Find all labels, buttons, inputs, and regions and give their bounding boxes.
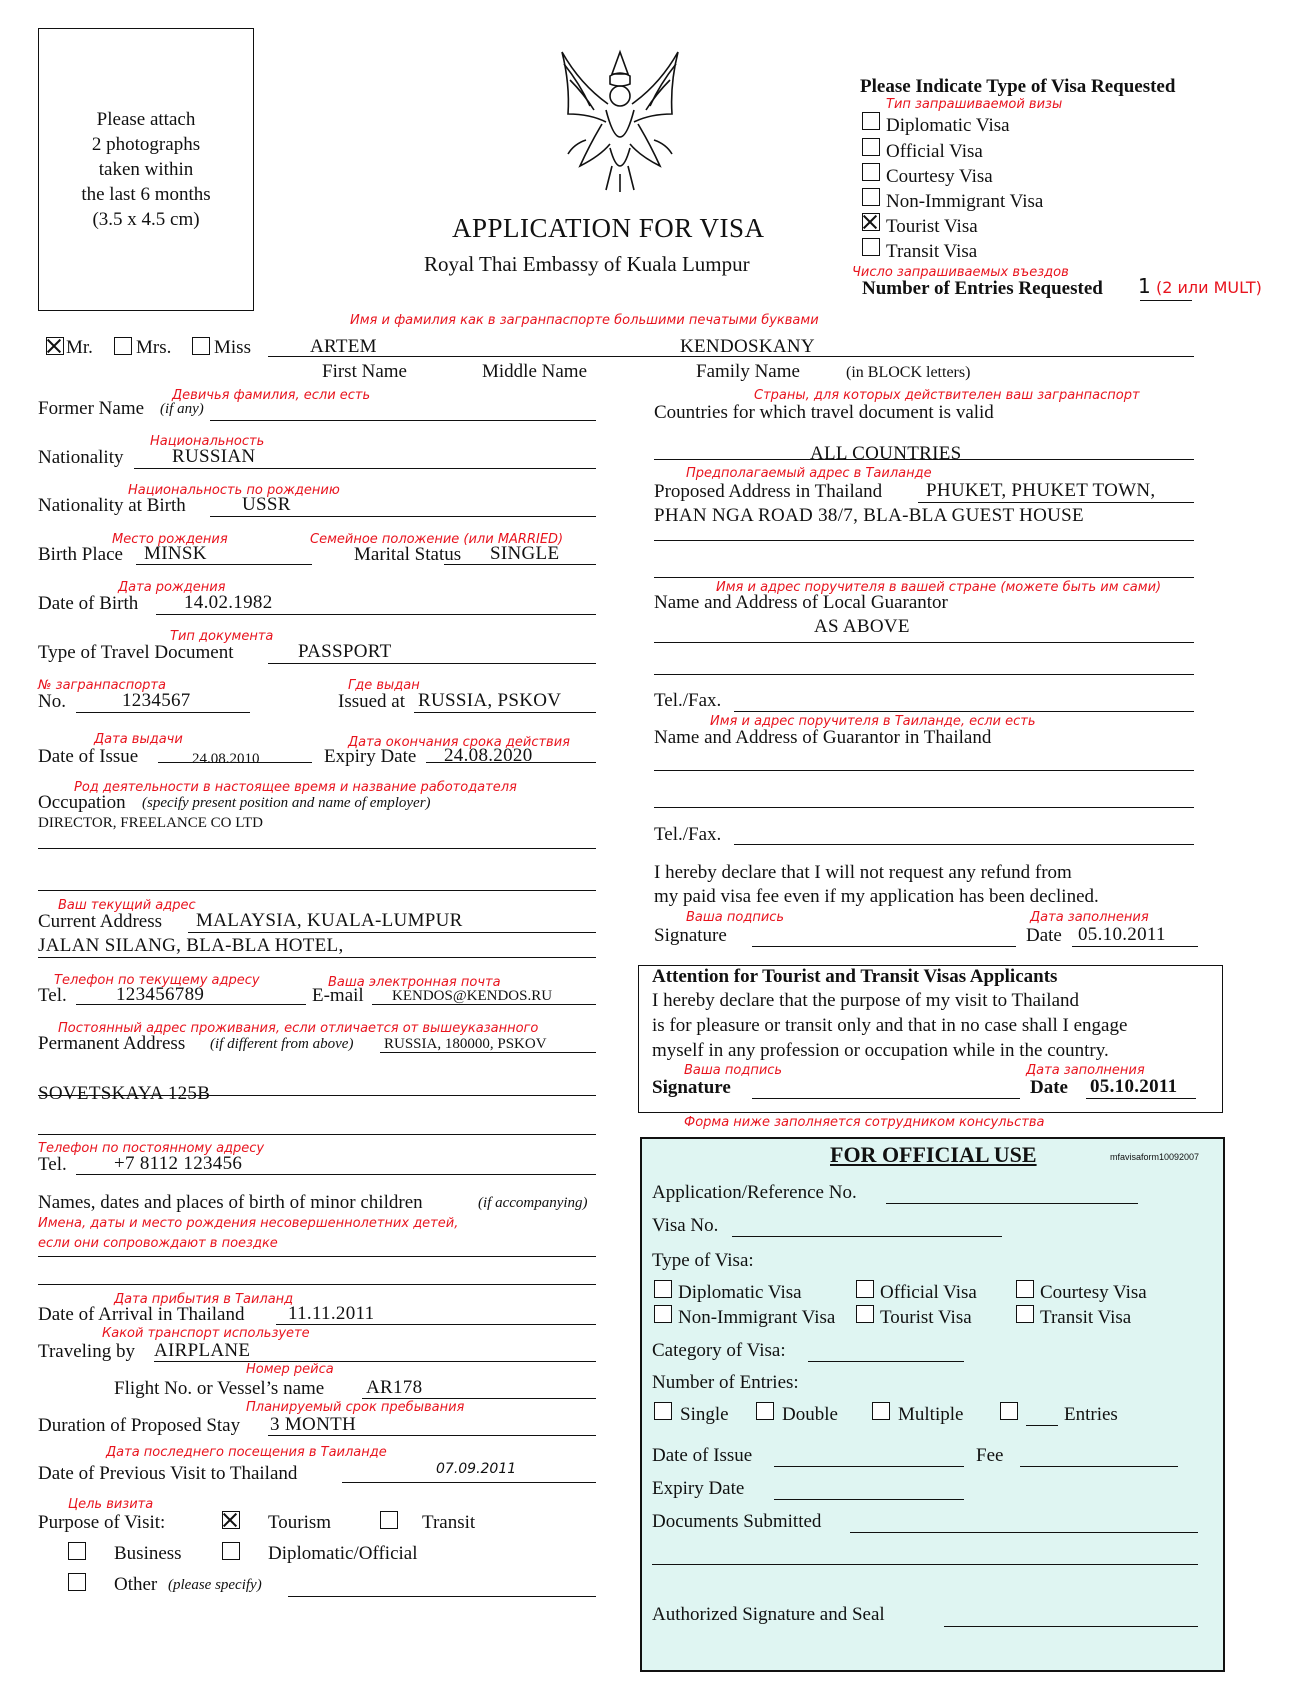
email-label: E-mail	[312, 985, 364, 1006]
annotation: Имя и фамилия как в загранпаспорте большими печатыми буквами	[350, 313, 819, 328]
app-ref-label: Application/Reference No.	[652, 1182, 857, 1203]
checkbox-diplomatic[interactable]	[222, 1542, 240, 1560]
annotation: Ваш текущий адрес	[58, 898, 196, 913]
dob-label: Date of Birth	[38, 593, 139, 614]
annotation: Дата заполнения	[1030, 910, 1149, 925]
thai-tel-fax-field[interactable]	[734, 844, 1194, 845]
official-type-label: Transit Visa	[1040, 1307, 1132, 1328]
issued-at-value[interactable]: RUSSIA, PSKOV	[418, 690, 562, 711]
declaration-line1: I hereby declare that I will not request any refund from	[654, 862, 1072, 883]
permanent-address-line2[interactable]: SOVETSKAYA 125B	[38, 1083, 211, 1104]
first-name-label: First Name	[322, 361, 407, 382]
app-ref-field[interactable]	[886, 1203, 1138, 1204]
nationality-value[interactable]: RUSSIAN	[172, 446, 256, 467]
official-type-label: Official Visa	[880, 1282, 977, 1303]
birth-place-label: Birth Place	[38, 544, 123, 565]
issue-date-value[interactable]: 24.08.2010	[192, 751, 260, 767]
annotation: Дата заполнения	[1026, 1063, 1145, 1078]
annotation: Дата последнего посещения в Таиланде	[106, 1445, 387, 1460]
former-name-label: Former Name	[38, 398, 145, 419]
option-label: Official Visa	[886, 141, 983, 162]
annotation: Семейное положение (или MARRIED)	[310, 532, 564, 547]
expiry-date-label: Expiry Date	[324, 746, 417, 767]
checkbox-transit-visa[interactable]	[862, 238, 880, 256]
first-name-value[interactable]: ARTEM	[310, 336, 377, 357]
documents-submitted-field[interactable]	[850, 1532, 1198, 1533]
nationality-label: Nationality	[38, 447, 124, 468]
attention-title: Attention for Tourist and Transit Visas Applicants	[652, 966, 1058, 987]
attention-signature-field[interactable]	[752, 1098, 1020, 1099]
category-field[interactable]	[808, 1361, 964, 1362]
official-checkbox-transit[interactable]	[1016, 1305, 1034, 1323]
title-mr-label: Mr.	[66, 337, 93, 358]
category-label: Category of Visa:	[652, 1340, 786, 1361]
checkbox-tourism-checked[interactable]	[222, 1511, 240, 1529]
title-mrs-label: Mrs.	[136, 337, 172, 358]
annotation: Какой транспорт используете	[102, 1326, 310, 1341]
annotation: Ваша подпись	[686, 910, 785, 925]
annotation: Номер рейса	[246, 1362, 334, 1377]
checkbox-official-visa[interactable]	[862, 138, 880, 156]
official-checkbox-multiple[interactable]	[872, 1402, 890, 1420]
arrival-date-value[interactable]: 11.11.2011	[288, 1303, 375, 1324]
flight-value[interactable]: AR178	[366, 1377, 423, 1398]
doc-type-value[interactable]: PASSPORT	[298, 641, 392, 662]
thai-guarantor-field[interactable]	[654, 770, 1194, 771]
purpose-other-note: (please specify)	[168, 1577, 262, 1593]
checkbox-tourist-visa-checked[interactable]	[862, 213, 880, 231]
current-address-line2[interactable]: JALAN SILANG, BLA-BLA HOTEL,	[38, 935, 344, 956]
occupation-value[interactable]: DIRECTOR, FREELANCE CO LTD	[38, 815, 264, 831]
checkbox-miss[interactable]	[192, 337, 210, 355]
annotation: Национальность по рождению	[128, 483, 340, 498]
annotation: Девичья фамилия, если есть	[172, 388, 371, 403]
page-subtitle: Royal Thai Embassy of Kuala Lumpur	[424, 252, 750, 276]
checkbox-non-immigrant-visa[interactable]	[862, 188, 880, 206]
option-label: Transit Visa	[886, 241, 978, 262]
current-address-line1[interactable]: MALAYSIA, KUALA-LUMPUR	[196, 910, 463, 931]
family-name-value[interactable]: KENDOSKANY	[680, 336, 815, 357]
proposed-address-line1[interactable]: PHUKET, PHUKET TOWN,	[926, 480, 1156, 501]
date-of-issue-label: Date of Issue	[652, 1445, 753, 1466]
current-address-label: Current Address	[38, 911, 163, 932]
visa-no-label: Visa No.	[652, 1215, 719, 1236]
permanent-address-label: Permanent Address	[38, 1033, 186, 1054]
former-name-note: (if any)	[160, 401, 204, 417]
perm-tel-value[interactable]: +7 8112 123456	[114, 1153, 243, 1174]
annotation: Телефон по постоянному адресу	[38, 1141, 265, 1156]
checkbox-diplomatic-visa[interactable]	[862, 112, 880, 130]
purpose-other-field[interactable]	[288, 1596, 596, 1597]
prev-visit-label: Date of Previous Visit to Thailand	[38, 1463, 298, 1484]
official-checkbox-entries[interactable]	[1000, 1402, 1018, 1420]
fee-field[interactable]	[1020, 1466, 1178, 1467]
annotation: Планируемый срок пребывания	[246, 1400, 465, 1415]
annotation: Дата рождения	[118, 580, 226, 595]
arrival-date-label: Date of Arrival in Thailand	[38, 1304, 245, 1325]
checkbox-mr-checked[interactable]	[46, 337, 64, 355]
thai-tel-fax-label: Tel./Fax.	[654, 824, 722, 845]
checkbox-mrs[interactable]	[114, 337, 132, 355]
prev-visit-value[interactable]: 07.09.2011	[436, 1461, 517, 1477]
dob-value[interactable]: 14.02.1982	[184, 592, 273, 613]
annotation: Дата прибытия в Таиланд	[114, 1292, 294, 1307]
proposed-address-line2[interactable]: PHAN NGA ROAD 38/7, BLA-BLA GUEST HOUSE	[654, 505, 1084, 526]
expiry-date-label: Expiry Date	[652, 1478, 745, 1499]
local-tel-fax-field[interactable]	[734, 711, 1194, 712]
entries-label: Number of Entries Requested	[862, 278, 1103, 299]
countries-label: Countries for which travel document is valid	[654, 402, 994, 423]
expiry-date-field[interactable]	[774, 1499, 964, 1500]
children-label: Names, dates and places of birth of minor children	[38, 1192, 423, 1213]
official-type-label: Courtesy Visa	[1040, 1282, 1147, 1303]
annotation: Тип документа	[170, 629, 274, 644]
proposed-address-label: Proposed Address in Thailand	[654, 481, 883, 502]
attention-date-label: Date	[1030, 1077, 1068, 1098]
permanent-address-line1[interactable]: RUSSIA, 180000, PSKOV	[384, 1036, 547, 1052]
marital-status-value[interactable]: SINGLE	[490, 543, 560, 564]
purpose-business-label: Business	[114, 1543, 182, 1564]
visa-no-field[interactable]	[732, 1236, 1002, 1237]
checkbox-other[interactable]	[68, 1573, 86, 1591]
annotation: Дата окончания срока действия	[348, 735, 570, 750]
attention-signature-label: Signature	[652, 1077, 731, 1098]
annotation: Место рождения	[112, 532, 228, 547]
date-label: Date	[1026, 925, 1062, 946]
official-checkbox-single[interactable]	[654, 1402, 672, 1420]
duration-value[interactable]: 3 MONTH	[270, 1414, 357, 1435]
checkbox-business[interactable]	[68, 1542, 86, 1560]
passport-no-value[interactable]: 1234567	[122, 690, 191, 711]
annotation: Постоянный адрес проживания, если отличается от вышеуказанного	[58, 1021, 539, 1036]
purpose-diplomatic-label: Diplomatic/Official	[268, 1543, 418, 1564]
block-letters-note: (in BLOCK letters)	[846, 364, 971, 381]
purpose-other-label: Other	[114, 1574, 158, 1595]
option-label: Diplomatic Visa	[886, 115, 1010, 136]
issue-date-label: Date of Issue	[38, 746, 139, 767]
flight-label: Flight No. or Vessel’s name	[114, 1378, 325, 1399]
local-tel-fax-label: Tel./Fax.	[654, 690, 722, 711]
multiple-label: Multiple	[898, 1404, 964, 1425]
annotation: Тип запрашиваемой визы	[886, 97, 1063, 112]
official-checkbox-tourist[interactable]	[856, 1305, 874, 1323]
annotation: Имя и адрес поручителя в вашей стране (можете быть им сами)	[716, 580, 1162, 595]
annotation: Телефон по текущему адресу	[54, 973, 260, 988]
entries-label: Entries	[1064, 1404, 1118, 1425]
official-checkbox-non-immigrant[interactable]	[654, 1305, 672, 1323]
attention-line2: is for pleasure or transit only and that in no case shall I engage	[652, 1015, 1128, 1036]
email-value[interactable]: KENDOS@KENDOS.RU	[392, 988, 553, 1004]
birth-place-value[interactable]: MINSK	[144, 543, 207, 564]
annotation: Имена, даты и место рождения несовершеннолетних детей,	[38, 1216, 459, 1231]
form-code: mfavisaform10092007	[1110, 1152, 1200, 1162]
purpose-tourism-label: Tourism	[268, 1512, 332, 1533]
purpose-transit-label: Transit	[422, 1512, 476, 1533]
garuda-emblem	[550, 44, 690, 194]
checkbox-transit[interactable]	[380, 1511, 398, 1529]
annotation: Форма ниже заполняется сотрудником консульства	[684, 1115, 1045, 1130]
authorized-signature-label: Authorized Signature and Seal	[652, 1604, 885, 1625]
official-type-label: Non-Immigrant Visa	[678, 1307, 836, 1328]
annotation: Дата выдачи	[94, 732, 183, 747]
annotation: (2 или MULT)	[1156, 278, 1262, 297]
entries-value[interactable]: 1	[1138, 274, 1151, 298]
nationality-birth-label: Nationality at Birth	[38, 495, 186, 516]
local-guarantor-value[interactable]: AS ABOVE	[814, 616, 910, 637]
annotation: Ваша подпись	[684, 1063, 783, 1078]
attention-line3: myself in any profession or occupation while in the country.	[652, 1040, 1109, 1061]
annotation: Цель визита	[68, 1497, 154, 1512]
date-value[interactable]: 05.10.2011	[1078, 924, 1166, 945]
local-guarantor-label: Name and Address of Local Guarantor	[654, 592, 948, 613]
children-field[interactable]	[38, 1256, 596, 1257]
annotation: Род деятельности в настоящее время и название работодателя	[74, 780, 517, 795]
annotation: Предполагаемый адрес в Таиланде	[686, 466, 932, 481]
purpose-label: Purpose of Visit:	[38, 1512, 166, 1533]
signature-label: Signature	[654, 925, 727, 946]
issued-at-label: Issued at	[338, 691, 406, 712]
fee-label: Fee	[976, 1445, 1004, 1466]
visa-type-heading: Please Indicate Type of Visa Requested	[860, 76, 1176, 97]
photo-placeholder[interactable]: Please attach 2 photographs taken within the last 6 months (3.5 x 4.5 cm)	[38, 28, 254, 311]
entries-count-field[interactable]	[1026, 1425, 1058, 1426]
annotation: Число запрашиваемых въездов	[852, 265, 1069, 280]
duration-label: Duration of Proposed Stay	[38, 1415, 241, 1436]
nationality-birth-value[interactable]: USSR	[242, 494, 291, 515]
documents-submitted-label: Documents Submitted	[652, 1511, 822, 1532]
official-type-label: Tourist Visa	[880, 1307, 972, 1328]
children-note: (if accompanying)	[478, 1195, 588, 1211]
tel-label: Tel.	[38, 985, 67, 1006]
official-checkbox-diplomatic[interactable]	[654, 1280, 672, 1298]
authorized-signature-field[interactable]	[944, 1626, 1198, 1627]
number-of-entries-label: Number of Entries:	[652, 1372, 799, 1393]
annotation: Национальность	[150, 434, 265, 449]
annotation: № загранпаспорта	[38, 678, 166, 693]
thai-guarantor-label: Name and Address of Guarantor in Thailand	[654, 727, 992, 748]
annotation: Страны, для которых действителен ваш загранпаспорт	[754, 388, 1140, 403]
expiry-date-value[interactable]: 24.08.2020	[444, 745, 533, 766]
perm-tel-label: Tel.	[38, 1154, 67, 1175]
occupation-note: (specify present position and name of employer)	[142, 795, 431, 811]
official-checkbox-double[interactable]	[756, 1402, 774, 1420]
former-name-field[interactable]	[210, 420, 596, 421]
double-label: Double	[782, 1404, 838, 1425]
tel-value[interactable]: 123456789	[116, 984, 205, 1005]
occupation-label: Occupation	[38, 792, 126, 813]
official-type-label: Diplomatic Visa	[678, 1282, 802, 1303]
date-of-issue-field[interactable]	[774, 1466, 964, 1467]
annotation: Где выдан	[348, 678, 420, 693]
official-title: FOR OFFICIAL USE	[830, 1142, 1037, 1167]
doc-type-label: Type of Travel Document	[38, 642, 234, 663]
option-label: Tourist Visa	[886, 216, 978, 237]
permanent-address-note: (if different from above)	[210, 1036, 354, 1052]
countries-value[interactable]: ALL COUNTRIES	[810, 443, 962, 464]
traveling-by-label: Traveling by	[38, 1341, 135, 1362]
marital-status-label: Marital Status	[354, 544, 462, 565]
annotation: если они сопровождают в поездке	[38, 1236, 278, 1251]
page-title: APPLICATION FOR VISA	[452, 213, 765, 243]
official-checkbox-official[interactable]	[856, 1280, 874, 1298]
attention-date-value[interactable]: 05.10.2011	[1090, 1076, 1178, 1097]
annotation: Имя и адрес поручителя в Таиланде, если есть	[710, 714, 1036, 729]
passport-no-label: No.	[38, 691, 66, 712]
middle-name-label: Middle Name	[482, 361, 588, 382]
single-label: Single	[680, 1404, 729, 1425]
title-miss-label: Miss	[214, 337, 251, 358]
annotation: Ваша электронная почта	[328, 975, 501, 990]
family-name-label: Family Name	[696, 361, 800, 382]
option-label: Non-Immigrant Visa	[886, 191, 1044, 212]
traveling-by-value[interactable]: AIRPLANE	[154, 1340, 251, 1361]
attention-line1: I hereby declare that the purpose of my visit to Thailand	[652, 990, 1080, 1011]
declaration-line2: my paid visa fee even if my application has been declined.	[654, 886, 1099, 907]
signature-field[interactable]	[752, 946, 1016, 947]
checkbox-courtesy-visa[interactable]	[862, 163, 880, 181]
option-label: Courtesy Visa	[886, 166, 993, 187]
official-checkbox-courtesy[interactable]	[1016, 1280, 1034, 1298]
type-of-visa-label: Type of Visa:	[652, 1250, 754, 1271]
